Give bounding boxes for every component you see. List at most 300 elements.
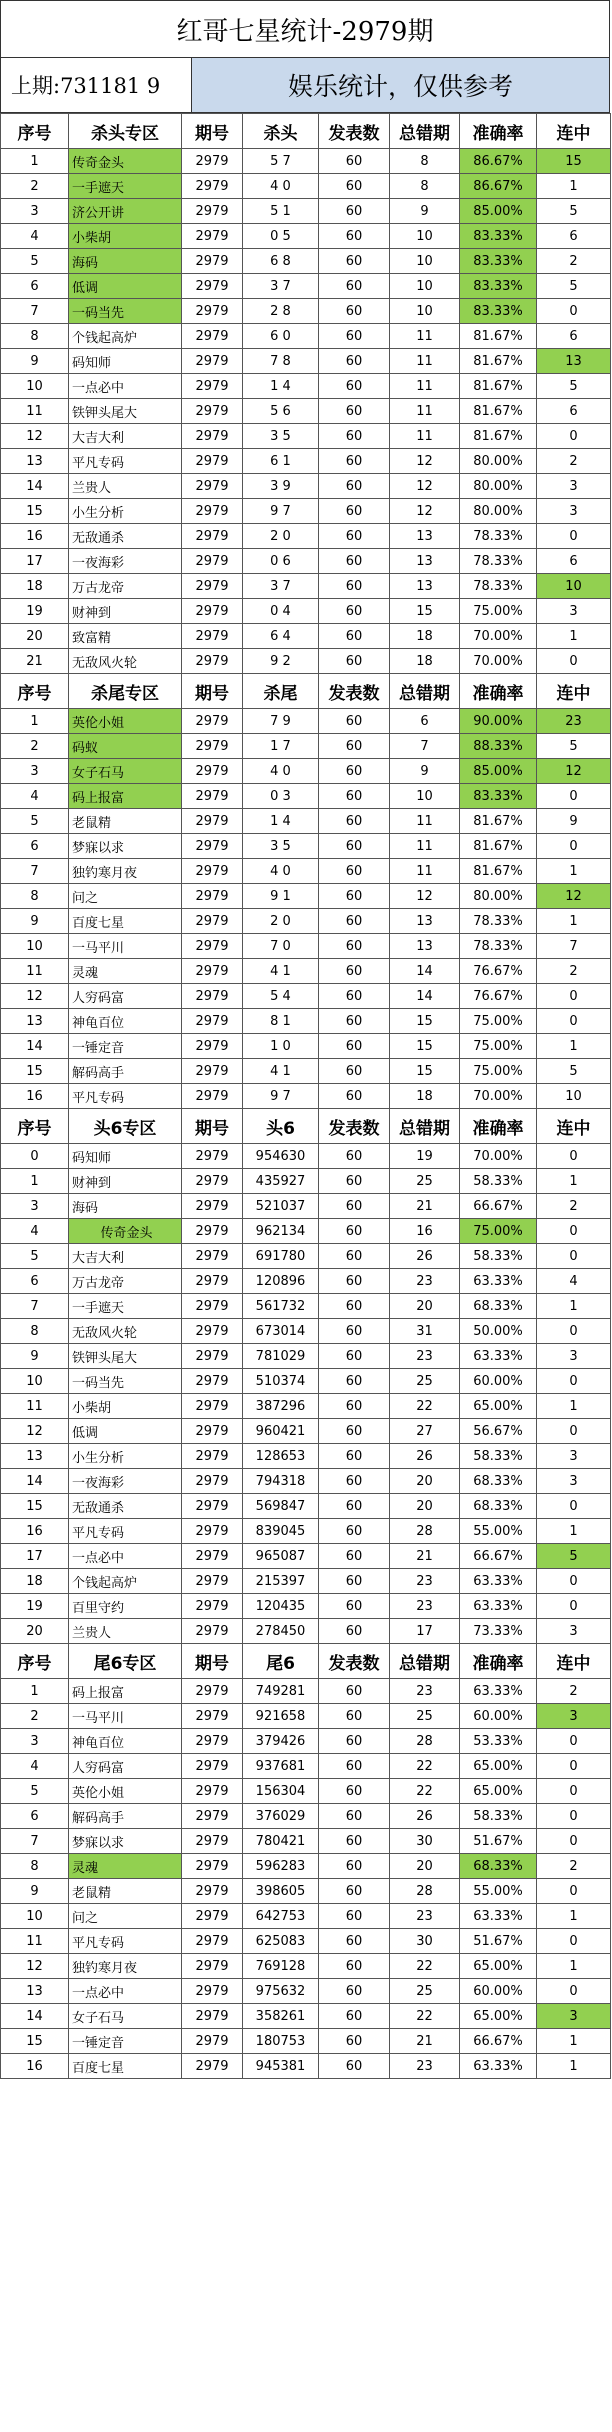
streak-cell: 6 bbox=[537, 224, 611, 249]
streak-cell: 1 bbox=[537, 1954, 611, 1979]
streak-cell: 1 bbox=[537, 859, 611, 884]
published-count-cell: 60 bbox=[319, 1059, 390, 1084]
expert-name-cell: 问之 bbox=[69, 1904, 182, 1929]
streak-cell: 5 bbox=[537, 274, 611, 299]
published-count-cell: 60 bbox=[319, 1444, 390, 1469]
streak-cell: 0 bbox=[537, 1979, 611, 2004]
column-header: 尾6 bbox=[243, 1644, 319, 1679]
total-miss-cell: 26 bbox=[390, 1244, 460, 1269]
issue-cell: 2979 bbox=[182, 734, 243, 759]
total-miss-cell: 12 bbox=[390, 449, 460, 474]
column-header: 尾6专区 bbox=[69, 1644, 182, 1679]
table-row bbox=[1, 1779, 611, 1804]
published-count-cell: 60 bbox=[319, 599, 390, 624]
accuracy-cell: 76.67% bbox=[460, 984, 537, 1009]
published-count-cell: 60 bbox=[319, 1904, 390, 1929]
total-miss-cell: 14 bbox=[390, 984, 460, 1009]
expert-name-cell: 人穷码富 bbox=[69, 1754, 182, 1779]
streak-cell: 5 bbox=[537, 1544, 611, 1569]
table-row bbox=[1, 1169, 611, 1194]
table-row bbox=[1, 499, 611, 524]
prediction-cell: 975632 bbox=[243, 1979, 319, 2004]
expert-name-cell: 码上报富 bbox=[69, 1679, 182, 1704]
published-count-cell: 60 bbox=[319, 574, 390, 599]
index-cell: 4 bbox=[1, 784, 69, 809]
table-row bbox=[1, 324, 611, 349]
prediction-cell: 962134 bbox=[243, 1219, 319, 1244]
accuracy-cell: 66.67% bbox=[460, 1194, 537, 1219]
streak-cell: 1 bbox=[537, 1394, 611, 1419]
accuracy-cell: 81.67% bbox=[460, 424, 537, 449]
total-miss-cell: 18 bbox=[390, 1084, 460, 1109]
issue-cell: 2979 bbox=[182, 1904, 243, 1929]
prediction-cell: 278450 bbox=[243, 1619, 319, 1644]
index-cell: 1 bbox=[1, 709, 69, 734]
table-row bbox=[1, 1829, 611, 1854]
column-header: 发表数 bbox=[319, 114, 390, 149]
accuracy-cell: 65.00% bbox=[460, 1394, 537, 1419]
index-cell: 12 bbox=[1, 424, 69, 449]
table-row bbox=[1, 859, 611, 884]
prediction-cell: 5 1 bbox=[243, 199, 319, 224]
expert-name-cell: 码蚁 bbox=[69, 734, 182, 759]
index-cell: 3 bbox=[1, 1729, 69, 1754]
sheet-title: 红哥七星统计-2979期 bbox=[0, 0, 610, 57]
table-row bbox=[1, 984, 611, 1009]
table-row bbox=[1, 1679, 611, 1704]
prediction-cell: 1 0 bbox=[243, 1034, 319, 1059]
expert-name-cell: 无敌风火轮 bbox=[69, 649, 182, 674]
prediction-cell: 960421 bbox=[243, 1419, 319, 1444]
index-cell: 1 bbox=[1, 149, 69, 174]
index-cell: 4 bbox=[1, 1219, 69, 1244]
prediction-cell: 0 4 bbox=[243, 599, 319, 624]
issue-cell: 2979 bbox=[182, 709, 243, 734]
streak-cell: 23 bbox=[537, 709, 611, 734]
issue-cell: 2979 bbox=[182, 1244, 243, 1269]
column-header: 杀头专区 bbox=[69, 114, 182, 149]
published-count-cell: 60 bbox=[319, 1169, 390, 1194]
accuracy-cell: 73.33% bbox=[460, 1619, 537, 1644]
issue-cell: 2979 bbox=[182, 1569, 243, 1594]
expert-name-cell: 大吉大利 bbox=[69, 1244, 182, 1269]
index-cell: 8 bbox=[1, 1319, 69, 1344]
table-row bbox=[1, 1144, 611, 1169]
table-row bbox=[1, 1394, 611, 1419]
issue-cell: 2979 bbox=[182, 1929, 243, 1954]
accuracy-cell: 68.33% bbox=[460, 1294, 537, 1319]
expert-name-cell: 一马平川 bbox=[69, 934, 182, 959]
streak-cell: 3 bbox=[537, 2004, 611, 2029]
table-row bbox=[1, 249, 611, 274]
streak-cell: 2 bbox=[537, 1679, 611, 1704]
issue-cell: 2979 bbox=[182, 1804, 243, 1829]
table-row bbox=[1, 1294, 611, 1319]
accuracy-cell: 66.67% bbox=[460, 2029, 537, 2054]
published-count-cell: 60 bbox=[319, 1929, 390, 1954]
accuracy-cell: 65.00% bbox=[460, 2004, 537, 2029]
prediction-cell: 4 0 bbox=[243, 174, 319, 199]
accuracy-cell: 83.33% bbox=[460, 299, 537, 324]
accuracy-cell: 81.67% bbox=[460, 324, 537, 349]
prediction-cell: 6 8 bbox=[243, 249, 319, 274]
table-row bbox=[1, 1854, 611, 1879]
column-header: 连中 bbox=[537, 1644, 611, 1679]
table-row bbox=[1, 934, 611, 959]
table-row bbox=[1, 424, 611, 449]
index-cell: 17 bbox=[1, 549, 69, 574]
prediction-cell: 1 4 bbox=[243, 374, 319, 399]
index-cell: 3 bbox=[1, 199, 69, 224]
expert-name-cell: 一点必中 bbox=[69, 1979, 182, 2004]
table-row bbox=[1, 399, 611, 424]
streak-cell: 12 bbox=[537, 884, 611, 909]
total-miss-cell: 11 bbox=[390, 809, 460, 834]
index-cell: 15 bbox=[1, 499, 69, 524]
expert-name-cell: 人穷码富 bbox=[69, 984, 182, 1009]
accuracy-cell: 75.00% bbox=[460, 599, 537, 624]
total-miss-cell: 10 bbox=[390, 274, 460, 299]
issue-cell: 2979 bbox=[182, 1494, 243, 1519]
total-miss-cell: 11 bbox=[390, 324, 460, 349]
expert-name-cell: 平凡专码 bbox=[69, 1084, 182, 1109]
table-row bbox=[1, 1469, 611, 1494]
table-row bbox=[1, 759, 611, 784]
table-row bbox=[1, 1369, 611, 1394]
issue-cell: 2979 bbox=[182, 624, 243, 649]
published-count-cell: 60 bbox=[319, 199, 390, 224]
index-cell: 6 bbox=[1, 274, 69, 299]
index-cell: 16 bbox=[1, 1084, 69, 1109]
issue-cell: 2979 bbox=[182, 1219, 243, 1244]
index-cell: 18 bbox=[1, 1569, 69, 1594]
accuracy-cell: 75.00% bbox=[460, 1219, 537, 1244]
column-header: 总错期 bbox=[390, 1644, 460, 1679]
streak-cell: 0 bbox=[537, 1829, 611, 1854]
table-row bbox=[1, 1954, 611, 1979]
table-row bbox=[1, 1729, 611, 1754]
table-row bbox=[1, 1059, 611, 1084]
expert-name-cell: 无敌通杀 bbox=[69, 1494, 182, 1519]
accuracy-cell: 78.33% bbox=[460, 909, 537, 934]
published-count-cell: 60 bbox=[319, 2054, 390, 2079]
streak-cell: 2 bbox=[537, 1854, 611, 1879]
accuracy-cell: 78.33% bbox=[460, 549, 537, 574]
total-miss-cell: 12 bbox=[390, 884, 460, 909]
prediction-cell: 945381 bbox=[243, 2054, 319, 2079]
table-row bbox=[1, 1344, 611, 1369]
table-row bbox=[1, 649, 611, 674]
table-row bbox=[1, 1619, 611, 1644]
streak-cell: 9 bbox=[537, 809, 611, 834]
index-cell: 6 bbox=[1, 1269, 69, 1294]
streak-cell: 2 bbox=[537, 249, 611, 274]
index-cell: 10 bbox=[1, 1904, 69, 1929]
issue-cell: 2979 bbox=[182, 784, 243, 809]
expert-name-cell: 英伦小姐 bbox=[69, 709, 182, 734]
published-count-cell: 60 bbox=[319, 324, 390, 349]
total-miss-cell: 15 bbox=[390, 1059, 460, 1084]
table-row bbox=[1, 199, 611, 224]
expert-name-cell: 平凡专码 bbox=[69, 1519, 182, 1544]
total-miss-cell: 13 bbox=[390, 934, 460, 959]
published-count-cell: 60 bbox=[319, 759, 390, 784]
total-miss-cell: 15 bbox=[390, 599, 460, 624]
column-header: 总错期 bbox=[390, 674, 460, 709]
table-row bbox=[1, 884, 611, 909]
prediction-cell: 7 9 bbox=[243, 709, 319, 734]
issue-cell: 2979 bbox=[182, 1704, 243, 1729]
last-draw-result: 上期:731181 9 bbox=[1, 58, 192, 112]
accuracy-cell: 56.67% bbox=[460, 1419, 537, 1444]
prediction-cell: 780421 bbox=[243, 1829, 319, 1854]
prediction-cell: 691780 bbox=[243, 1244, 319, 1269]
published-count-cell: 60 bbox=[319, 2004, 390, 2029]
issue-cell: 2979 bbox=[182, 2004, 243, 2029]
column-header: 序号 bbox=[1, 674, 69, 709]
total-miss-cell: 23 bbox=[390, 1904, 460, 1929]
issue-cell: 2979 bbox=[182, 474, 243, 499]
index-cell: 16 bbox=[1, 2054, 69, 2079]
prediction-cell: 3 7 bbox=[243, 274, 319, 299]
prediction-cell: 1 7 bbox=[243, 734, 319, 759]
expert-name-cell: 大吉大利 bbox=[69, 424, 182, 449]
prediction-cell: 749281 bbox=[243, 1679, 319, 1704]
streak-cell: 5 bbox=[537, 374, 611, 399]
table-row bbox=[1, 274, 611, 299]
prediction-cell: 839045 bbox=[243, 1519, 319, 1544]
accuracy-cell: 86.67% bbox=[460, 174, 537, 199]
streak-cell: 1 bbox=[537, 1034, 611, 1059]
table-row bbox=[1, 1569, 611, 1594]
total-miss-cell: 20 bbox=[390, 1469, 460, 1494]
accuracy-cell: 63.33% bbox=[460, 1269, 537, 1294]
published-count-cell: 60 bbox=[319, 1294, 390, 1319]
issue-cell: 2979 bbox=[182, 1034, 243, 1059]
total-miss-cell: 23 bbox=[390, 1594, 460, 1619]
table-row bbox=[1, 624, 611, 649]
accuracy-cell: 63.33% bbox=[460, 2054, 537, 2079]
total-miss-cell: 22 bbox=[390, 1779, 460, 1804]
index-cell: 10 bbox=[1, 934, 69, 959]
expert-name-cell: 铁钾头尾大 bbox=[69, 399, 182, 424]
published-count-cell: 60 bbox=[319, 149, 390, 174]
accuracy-cell: 81.67% bbox=[460, 399, 537, 424]
published-count-cell: 60 bbox=[319, 1619, 390, 1644]
total-miss-cell: 11 bbox=[390, 424, 460, 449]
expert-name-cell: 平凡专码 bbox=[69, 1929, 182, 1954]
accuracy-cell: 88.33% bbox=[460, 734, 537, 759]
total-miss-cell: 23 bbox=[390, 1679, 460, 1704]
issue-cell: 2979 bbox=[182, 1269, 243, 1294]
published-count-cell: 60 bbox=[319, 1829, 390, 1854]
index-cell: 4 bbox=[1, 1754, 69, 1779]
published-count-cell: 60 bbox=[319, 1979, 390, 2004]
issue-cell: 2979 bbox=[182, 834, 243, 859]
total-miss-cell: 13 bbox=[390, 549, 460, 574]
expert-name-cell: 财神到 bbox=[69, 1169, 182, 1194]
prediction-cell: 379426 bbox=[243, 1729, 319, 1754]
table-row bbox=[1, 1594, 611, 1619]
prediction-cell: 521037 bbox=[243, 1194, 319, 1219]
total-miss-cell: 8 bbox=[390, 149, 460, 174]
expert-name-cell: 小柴胡 bbox=[69, 224, 182, 249]
published-count-cell: 60 bbox=[319, 1754, 390, 1779]
issue-cell: 2979 bbox=[182, 1879, 243, 1904]
table-row bbox=[1, 2054, 611, 2079]
expert-name-cell: 济公开讲 bbox=[69, 199, 182, 224]
expert-name-cell: 神龟百位 bbox=[69, 1009, 182, 1034]
accuracy-cell: 65.00% bbox=[460, 1754, 537, 1779]
section-header-row bbox=[1, 674, 611, 709]
total-miss-cell: 20 bbox=[390, 1854, 460, 1879]
prediction-cell: 6 4 bbox=[243, 624, 319, 649]
issue-cell: 2979 bbox=[182, 499, 243, 524]
issue-cell: 2979 bbox=[182, 759, 243, 784]
accuracy-cell: 63.33% bbox=[460, 1679, 537, 1704]
issue-cell: 2979 bbox=[182, 649, 243, 674]
streak-cell: 0 bbox=[537, 1929, 611, 1954]
streak-cell: 10 bbox=[537, 1084, 611, 1109]
expert-name-cell: 独钓寒月夜 bbox=[69, 1954, 182, 1979]
streak-cell: 6 bbox=[537, 324, 611, 349]
prediction-cell: 5 4 bbox=[243, 984, 319, 1009]
expert-name-cell: 一夜海彩 bbox=[69, 549, 182, 574]
table-row bbox=[1, 599, 611, 624]
streak-cell: 0 bbox=[537, 1594, 611, 1619]
index-cell: 2 bbox=[1, 174, 69, 199]
table-row bbox=[1, 2004, 611, 2029]
published-count-cell: 60 bbox=[319, 1804, 390, 1829]
expert-name-cell: 兰贵人 bbox=[69, 1619, 182, 1644]
issue-cell: 2979 bbox=[182, 1829, 243, 1854]
section-header-row bbox=[1, 114, 611, 149]
streak-cell: 0 bbox=[537, 1879, 611, 1904]
accuracy-cell: 63.33% bbox=[460, 1569, 537, 1594]
accuracy-cell: 68.33% bbox=[460, 1494, 537, 1519]
total-miss-cell: 11 bbox=[390, 349, 460, 374]
streak-cell: 0 bbox=[537, 1779, 611, 1804]
published-count-cell: 60 bbox=[319, 1469, 390, 1494]
total-miss-cell: 14 bbox=[390, 959, 460, 984]
index-cell: 14 bbox=[1, 2004, 69, 2029]
column-header: 序号 bbox=[1, 1644, 69, 1679]
streak-cell: 0 bbox=[537, 1754, 611, 1779]
prediction-cell: 965087 bbox=[243, 1544, 319, 1569]
published-count-cell: 60 bbox=[319, 1084, 390, 1109]
total-miss-cell: 13 bbox=[390, 909, 460, 934]
prediction-cell: 3 7 bbox=[243, 574, 319, 599]
table-row bbox=[1, 174, 611, 199]
expert-name-cell: 独钓寒月夜 bbox=[69, 859, 182, 884]
prediction-cell: 3 5 bbox=[243, 424, 319, 449]
expert-name-cell: 一锤定音 bbox=[69, 2029, 182, 2054]
index-cell: 8 bbox=[1, 1854, 69, 1879]
total-miss-cell: 28 bbox=[390, 1879, 460, 1904]
issue-cell: 2979 bbox=[182, 984, 243, 1009]
published-count-cell: 60 bbox=[319, 1569, 390, 1594]
published-count-cell: 60 bbox=[319, 834, 390, 859]
index-cell: 12 bbox=[1, 1954, 69, 1979]
expert-name-cell: 一夜海彩 bbox=[69, 1469, 182, 1494]
expert-name-cell: 解码高手 bbox=[69, 1804, 182, 1829]
accuracy-cell: 75.00% bbox=[460, 1059, 537, 1084]
index-cell: 7 bbox=[1, 1829, 69, 1854]
prediction-cell: 954630 bbox=[243, 1144, 319, 1169]
table-row bbox=[1, 834, 611, 859]
streak-cell: 1 bbox=[537, 1904, 611, 1929]
expert-name-cell: 女子石马 bbox=[69, 2004, 182, 2029]
total-miss-cell: 16 bbox=[390, 1219, 460, 1244]
published-count-cell: 60 bbox=[319, 1394, 390, 1419]
table-row bbox=[1, 1704, 611, 1729]
issue-cell: 2979 bbox=[182, 1619, 243, 1644]
expert-name-cell: 神龟百位 bbox=[69, 1729, 182, 1754]
issue-cell: 2979 bbox=[182, 274, 243, 299]
total-miss-cell: 30 bbox=[390, 1829, 460, 1854]
accuracy-cell: 68.33% bbox=[460, 1469, 537, 1494]
prediction-cell: 358261 bbox=[243, 2004, 319, 2029]
index-cell: 8 bbox=[1, 324, 69, 349]
published-count-cell: 60 bbox=[319, 959, 390, 984]
total-miss-cell: 12 bbox=[390, 474, 460, 499]
issue-cell: 2979 bbox=[182, 2054, 243, 2079]
total-miss-cell: 21 bbox=[390, 1544, 460, 1569]
accuracy-cell: 70.00% bbox=[460, 649, 537, 674]
expert-name-cell: 万古龙帝 bbox=[69, 1269, 182, 1294]
expert-name-cell: 百度七星 bbox=[69, 2054, 182, 2079]
index-cell: 5 bbox=[1, 249, 69, 274]
index-cell: 11 bbox=[1, 1929, 69, 1954]
streak-cell: 6 bbox=[537, 549, 611, 574]
total-miss-cell: 25 bbox=[390, 1979, 460, 2004]
issue-cell: 2979 bbox=[182, 1544, 243, 1569]
index-cell: 7 bbox=[1, 1294, 69, 1319]
index-cell: 2 bbox=[1, 734, 69, 759]
index-cell: 15 bbox=[1, 1494, 69, 1519]
prediction-cell: 781029 bbox=[243, 1344, 319, 1369]
prediction-cell: 9 1 bbox=[243, 884, 319, 909]
total-miss-cell: 12 bbox=[390, 499, 460, 524]
index-cell: 4 bbox=[1, 224, 69, 249]
index-cell: 21 bbox=[1, 649, 69, 674]
issue-cell: 2979 bbox=[182, 859, 243, 884]
published-count-cell: 60 bbox=[319, 859, 390, 884]
published-count-cell: 60 bbox=[319, 1369, 390, 1394]
total-miss-cell: 21 bbox=[390, 1194, 460, 1219]
streak-cell: 3 bbox=[537, 1619, 611, 1644]
column-header: 发表数 bbox=[319, 1109, 390, 1144]
prediction-cell: 4 0 bbox=[243, 759, 319, 784]
total-miss-cell: 20 bbox=[390, 1494, 460, 1519]
streak-cell: 1 bbox=[537, 174, 611, 199]
expert-name-cell: 老鼠精 bbox=[69, 1879, 182, 1904]
column-header: 期号 bbox=[182, 674, 243, 709]
expert-name-cell: 一码当先 bbox=[69, 1369, 182, 1394]
expert-name-cell: 传奇金头 bbox=[69, 149, 182, 174]
streak-cell: 0 bbox=[537, 1219, 611, 1244]
published-count-cell: 60 bbox=[319, 1244, 390, 1269]
column-header: 准确率 bbox=[460, 1644, 537, 1679]
issue-cell: 2979 bbox=[182, 1319, 243, 1344]
prediction-cell: 3 5 bbox=[243, 834, 319, 859]
prediction-cell: 387296 bbox=[243, 1394, 319, 1419]
published-count-cell: 60 bbox=[319, 2029, 390, 2054]
column-header: 总错期 bbox=[390, 114, 460, 149]
issue-cell: 2979 bbox=[182, 1084, 243, 1109]
published-count-cell: 60 bbox=[319, 224, 390, 249]
expert-name-cell: 一马平川 bbox=[69, 1704, 182, 1729]
